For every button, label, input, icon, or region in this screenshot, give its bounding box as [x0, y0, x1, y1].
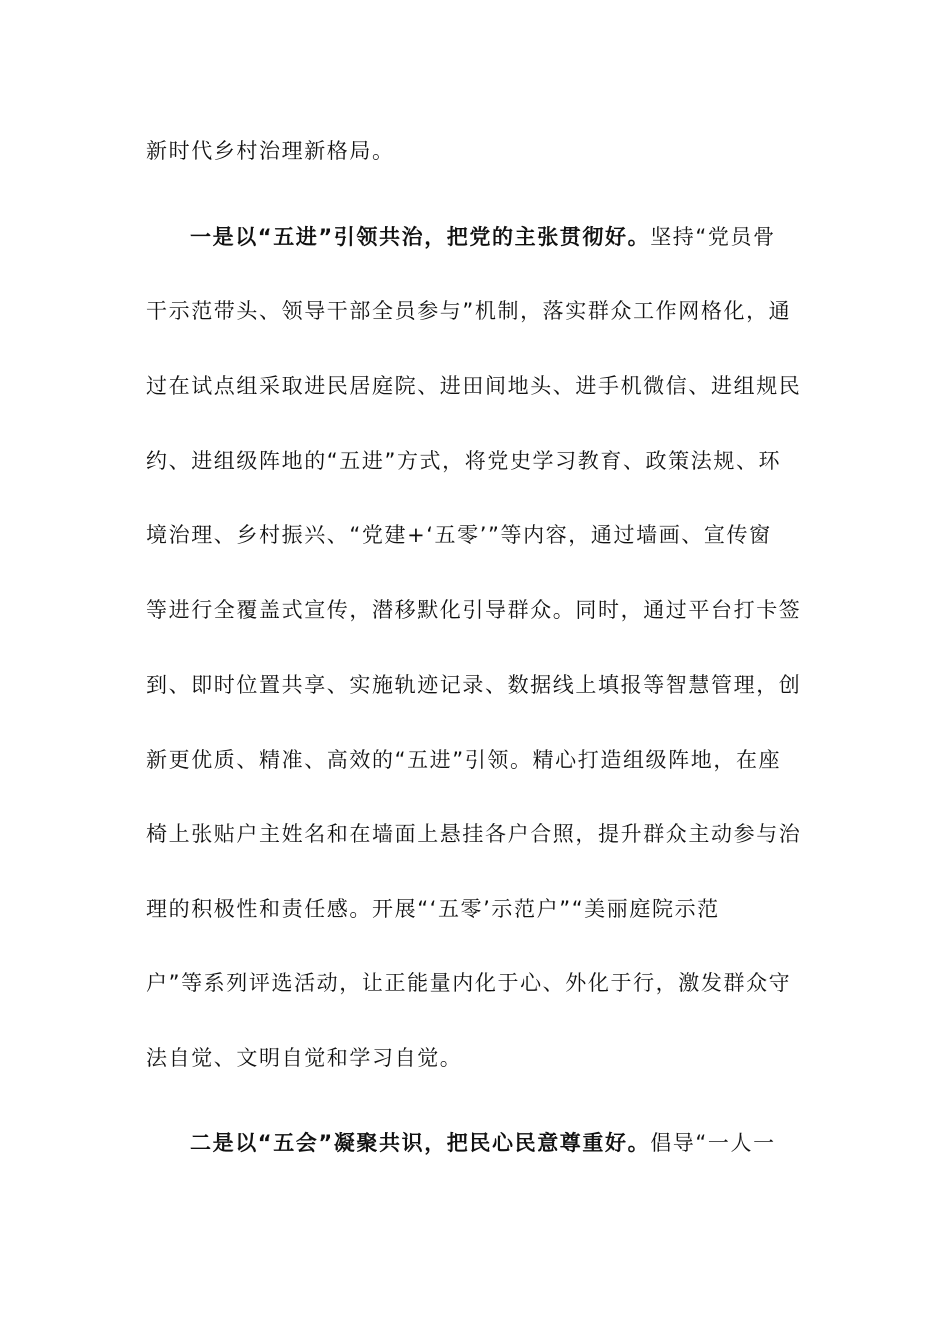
text-line: 境治理、乡村振兴、“党建+‘五零’”等内容，通过墙画、宣传窗 — [146, 523, 772, 547]
text-line: 约、进组级阵地的“五进”方式，将党史学习教育、政策法规、环 — [146, 449, 782, 473]
text-line: 过在试点组采取进民居庭院、进田间地头、进手机微信、进组规民 — [146, 374, 802, 398]
paragraph-text: 坚持“党员骨 — [650, 225, 776, 249]
text-line: 等进行全覆盖式宣传，潜移默化引导群众。同时，通过平台打卡签 — [146, 598, 802, 622]
text-line: 新更优质、精准、高效的“五进”引领。精心打造组级阵地，在座 — [146, 748, 782, 772]
text-line: 户”等系列评选活动，让正能量内化于心、外化于行，激发群众守 — [146, 971, 792, 995]
paragraph-lead-bold: 二是以“五会”凝聚共识，把民心民意尊重好。 — [190, 1131, 651, 1155]
text-line: 到、即时位置共享、实施轨迹记录、数据线上填报等智慧管理，创 — [146, 673, 802, 697]
text-line: 椅上张贴户主姓名和在墙面上悬挂各户合照，提升群众主动参与治 — [146, 822, 802, 846]
paragraph-heading-line — [190, 1128, 806, 1158]
paragraph-lead-bold: 一是以“五进”引领共治，把党的主张贯彻好。 — [190, 225, 651, 249]
paragraph-heading-line — [190, 222, 806, 252]
text-line: 法自觉、文明自觉和学习自觉。 — [146, 1046, 463, 1070]
text-line: 新时代乡村治理新格局。 — [146, 139, 395, 163]
text-line: 干示范带头、领导干部全员参与”机制，落实群众工作网格化，通 — [146, 299, 792, 323]
paragraph-text: 倡导“一人一 — [650, 1131, 776, 1155]
text-line: 理的积极性和责任感。开展“‘五零’示范户”“美丽庭院示范 — [146, 897, 720, 921]
